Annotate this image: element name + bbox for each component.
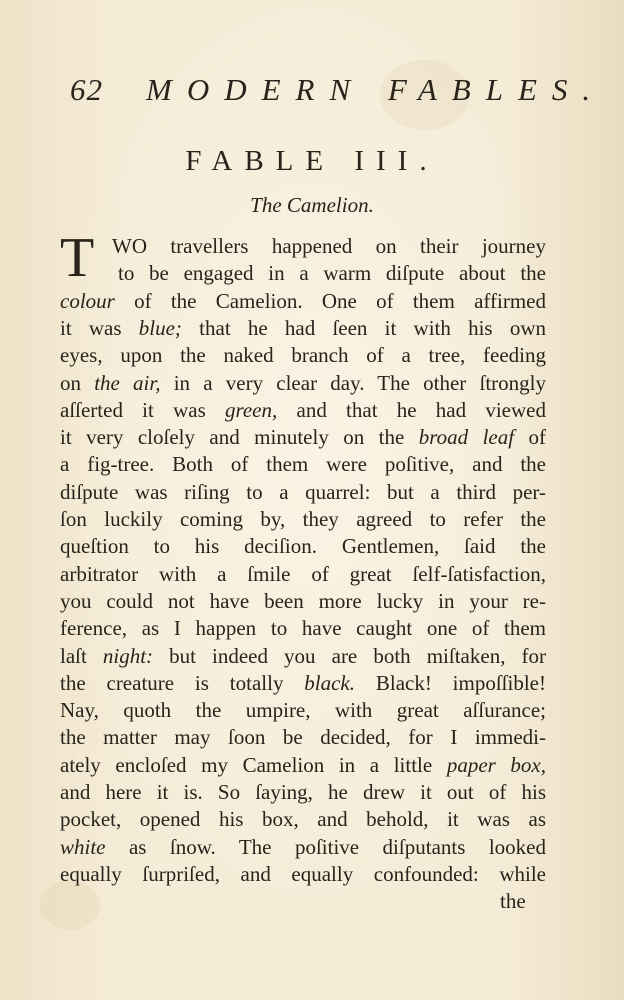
text-span: as ſnow. The poſitive diſputants looked bbox=[105, 834, 546, 859]
text-span: of bbox=[514, 425, 546, 450]
text-span: and here it is. So ſaying, he drew it out of his bbox=[60, 780, 546, 804]
italic-span: white bbox=[60, 834, 106, 859]
text-span: it was bbox=[60, 315, 139, 340]
text-span: in a very clear day. The other ſtrongly bbox=[160, 370, 546, 395]
text-line bbox=[60, 424, 546, 451]
text-line bbox=[60, 861, 546, 888]
text-span: it very cloſely and minutely on the bbox=[60, 425, 419, 450]
text-span: WO travellers happened on their journey bbox=[112, 234, 546, 258]
text-span: ately encloſed my Camelion in a little bbox=[60, 752, 447, 777]
text-span: of the Camelion. One of them affirmed bbox=[114, 288, 546, 313]
text-line bbox=[60, 779, 546, 806]
text-span: equally ſurpriſed, and equally confounded: while bbox=[60, 861, 546, 886]
text-span: diſpute was riſing to a quarrel: but a third per- bbox=[60, 479, 546, 504]
text-line bbox=[60, 724, 546, 751]
text-span: ſon luckily coming by, they agreed to refer the bbox=[60, 507, 546, 531]
italic-span: paper box, bbox=[446, 752, 546, 777]
text-line bbox=[60, 288, 546, 315]
text-span: ference, as I happen to have caught one of them bbox=[60, 616, 546, 641]
text-line bbox=[118, 260, 546, 287]
text-span: pocket, opened his box, and behold, it was as bbox=[60, 807, 546, 832]
text-line bbox=[60, 670, 546, 697]
italic-span: night: bbox=[102, 643, 154, 668]
text-span: a fig-tree. Both of them were poſitive, and the bbox=[60, 452, 546, 477]
text-line bbox=[60, 342, 546, 369]
text-span: to be engaged in a warm diſpute about the bbox=[118, 261, 546, 286]
text-span: Nay, quoth the umpire, with great aſſurance; bbox=[60, 698, 546, 723]
text-span: you could not have been more lucky in your re- bbox=[60, 588, 546, 613]
text-line bbox=[60, 697, 546, 724]
catchword: the bbox=[500, 889, 526, 913]
running-title: MODERN FABLES. bbox=[146, 72, 606, 107]
text-span: the matter may ſoon be decided, for I immedi- bbox=[60, 725, 546, 750]
text-line bbox=[60, 588, 546, 615]
text-line bbox=[60, 561, 546, 588]
text-line bbox=[60, 533, 546, 560]
text-span: and that he had viewed bbox=[277, 397, 546, 422]
text-line bbox=[60, 315, 546, 342]
text-line bbox=[60, 806, 546, 833]
text-line bbox=[60, 479, 546, 506]
text-span: laſt bbox=[60, 643, 103, 668]
text-line bbox=[60, 451, 546, 478]
text-span: arbitrator with a ſmile of great ſelf-ſatisfaction, bbox=[60, 561, 546, 586]
italic-span: blue; bbox=[138, 315, 182, 340]
text-line bbox=[60, 506, 546, 533]
fable-subtitle: The Camelion. bbox=[250, 193, 374, 217]
text-line bbox=[60, 752, 546, 779]
text-line bbox=[112, 233, 546, 260]
fable-title: FABLE III. bbox=[185, 145, 439, 177]
text-line bbox=[60, 370, 546, 397]
text-line bbox=[60, 834, 546, 861]
text-span: the creature is totally bbox=[60, 670, 305, 695]
text-span: eyes, upon the naked branch of a tree, feeding bbox=[60, 343, 546, 368]
italic-span: black. bbox=[304, 670, 356, 695]
text-line bbox=[60, 615, 546, 642]
text-span: queſtion to his deciſion. Gentlemen, ſaid the bbox=[60, 534, 546, 559]
text-span: that he had ſeen it with his own bbox=[181, 315, 546, 340]
text-span: but indeed you are both miſtaken, for bbox=[153, 643, 546, 668]
text-line bbox=[60, 397, 546, 424]
text-span: Black! impoſſible! bbox=[355, 670, 546, 695]
italic-span: green, bbox=[224, 397, 278, 422]
text-span: aſſerted it was bbox=[60, 397, 225, 422]
page-number: 62 bbox=[70, 72, 103, 107]
text-line bbox=[60, 643, 546, 670]
italic-span: the air, bbox=[94, 370, 161, 395]
italic-span: colour bbox=[60, 288, 115, 313]
text-span: on bbox=[60, 370, 95, 395]
drop-cap: T bbox=[60, 227, 95, 289]
italic-span: broad leaf bbox=[418, 425, 515, 450]
